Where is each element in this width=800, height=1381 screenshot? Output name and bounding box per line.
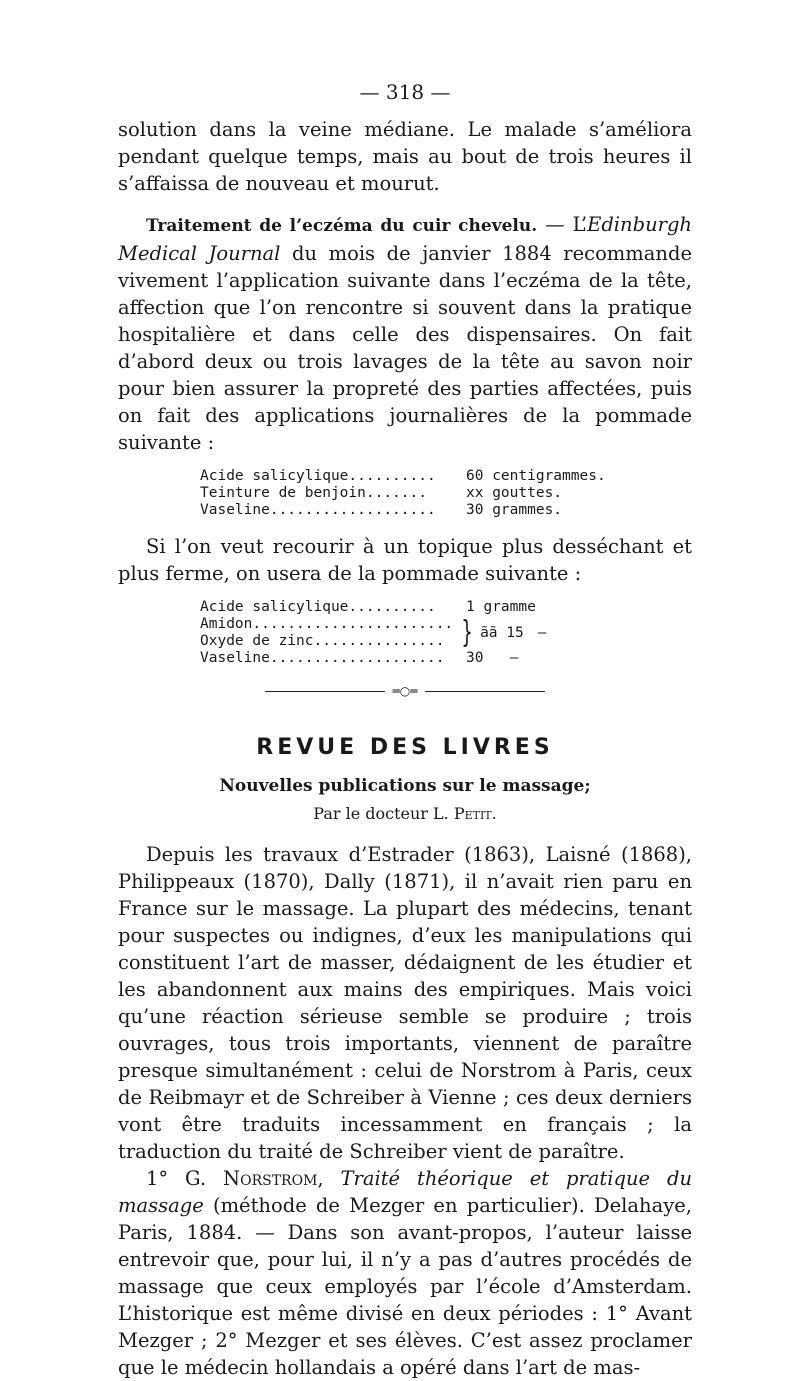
item-number: 1° G.: [146, 1167, 224, 1190]
alternative-paragraph: Si l’on veut recourir à un topique plus desséchant et plus ferme, on usera de la pommade suivante :: [118, 535, 692, 585]
eczema-dash: — L’: [537, 213, 588, 236]
byline: [118, 804, 692, 823]
brace-icon: }: [461, 615, 473, 650]
ingredient-name: Acide salicylique..........: [200, 599, 436, 615]
eczema-text: du mois de janvier 1884 recommande vivement l’application suivante dans l’eczéma de la tête, affection que l’on rencontre si souvent dans la pratique hospitalière et dans celle des dispensaires. On fait d’abord deux ou trois lavages de la tête au savon noir pour bien assurer la propreté des parties affectées, puis on fait des applications journalières de la pommade suivante :: [118, 242, 692, 454]
recipe-line: [200, 599, 692, 616]
recipe-line: [200, 650, 692, 667]
recipe-line: [200, 485, 692, 502]
ornamental-divider: [265, 684, 545, 698]
eczema-heading: Traitement de l’eczéma du cuir chevelu.: [146, 216, 538, 236]
recipe-one: [200, 468, 692, 519]
byline-prefix: Par le docteur L.: [313, 804, 454, 823]
continued-paragraph: solution dans la veine médiane. Le malade s’améliora pendant quelque temps, mais au bout de trois heures il s’affaissa de nouveau et mourut.: [118, 118, 692, 195]
book-title: Traité théorique et pratique du massage: [118, 1167, 693, 1217]
recipe-line: [200, 468, 692, 485]
braced-qty: ãã 15: [480, 624, 524, 641]
ingredient-qty: 30 grammes.: [466, 502, 563, 518]
recipe-two: [200, 599, 692, 667]
article-title: Nouvelles publications sur le massage;: [219, 776, 591, 796]
ingredient-qty: 1 gramme: [466, 599, 536, 615]
ingredient-name: Amidon.......................: [200, 616, 454, 632]
page-number: — 318 —: [359, 80, 451, 104]
braced-names: [200, 616, 458, 650]
ingredient-name: Teinture de benjoin.......: [200, 485, 427, 501]
journal-name: Edinburgh Medical Journal: [118, 213, 692, 265]
ingredient-qty: xx gouttes.: [466, 485, 563, 501]
norstrom-paragraph: [118, 1165, 692, 1381]
review-text: (méthode de Mezger en particulier). Delahaye, Paris, 1884. — Dans son avant-propos, l’auteur laisse entrevoir que, pour lui, il n’y a pas d’autres procédés de massage que ceux employés par l’école d’Amsterdam. L’historique est même divisé en deux périodes : 1° Avant Mezger ; 2° Mezger et ses élèves. C’est assez proclamer que le médecin hollandais a opéré dans l’art de mas-: [118, 1194, 692, 1379]
braced-ingredients: [200, 616, 692, 650]
ingredient-name: Vaseline....................: [200, 650, 445, 666]
review-paragraph: Depuis les travaux d’Estrader (1863), Laisné (1868), Philippeaux (1870), Dally (1871), il n’avait rien paru en France sur le massage. La plupart des médecins, tenant pour suspectes ou indignes, d’eux les manipulations qui constituent l’art de masser, dédaignent de les étudier et les abandonnent aux mains des empiriques. Mais voici qu’une réaction sérieuse semble se produire ; trois ouvrages, tous trois importants, viennent de paraître presque simultanément : celui de Norstrom à Paris, ceux de Reibmayr et de Schreiber à Vienne ; ces deux derniers vont être traduits incessamment en français ; la traduction du traité de Schreiber vient de paraître.: [118, 843, 692, 1163]
book-page: [118, 80, 692, 1381]
section-title: REVUE DES LIVRES: [256, 735, 554, 760]
byline-author: Petit.: [453, 804, 497, 823]
eczema-paragraph: [118, 211, 692, 456]
ingredient-qty: 60 centigrammes.: [466, 468, 606, 484]
divider-ornament-icon: ═○═: [385, 685, 425, 697]
ingredient-qty: 30 —: [466, 650, 519, 666]
ingredient-name: Oxyde de zinc...............: [200, 633, 445, 649]
ingredient-name: Acide salicylique..........: [200, 468, 436, 484]
braced-unit: —: [537, 624, 547, 641]
separator: ,: [317, 1167, 341, 1190]
recipe-line: [200, 502, 692, 519]
book-author: Norstrom: [223, 1167, 318, 1190]
ingredient-name: Vaseline...................: [200, 502, 436, 518]
